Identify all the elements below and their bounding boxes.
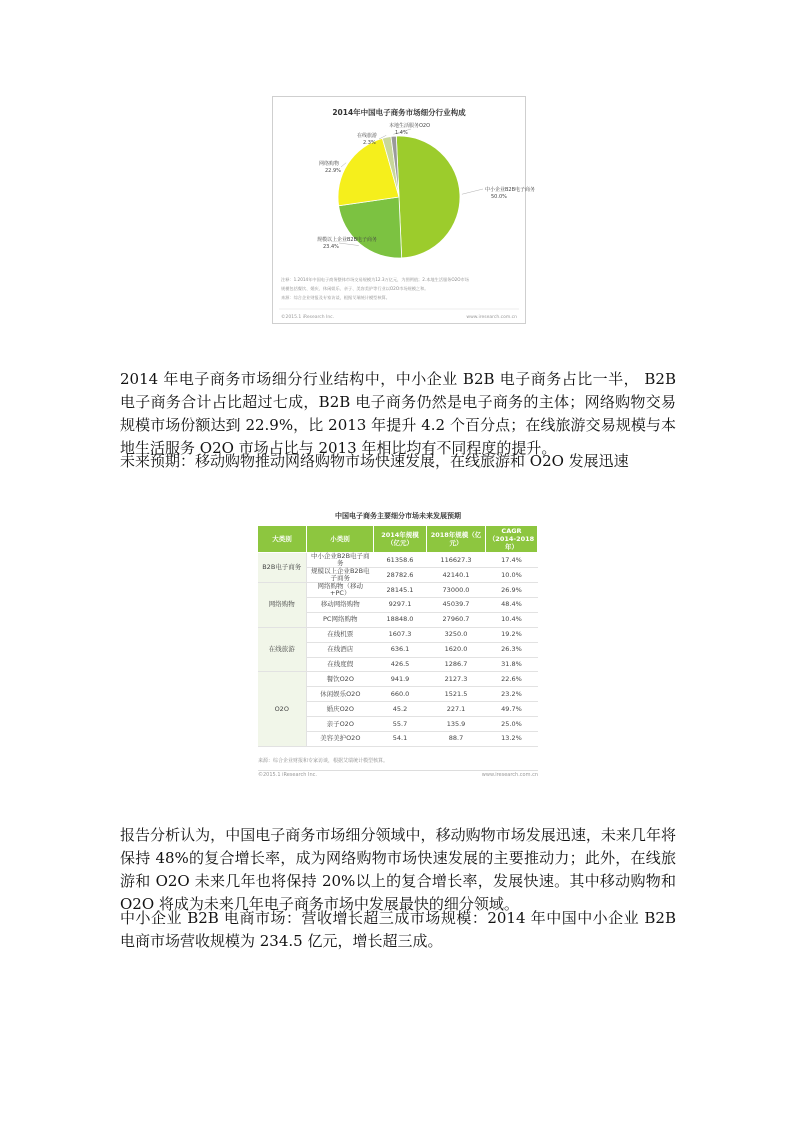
cagr-cell: 31.8% — [486, 657, 538, 672]
table-source: 来源：综合企业财报和专家访谈，根据艾瑞统计模型核算。 — [258, 758, 389, 764]
table-title: 中国电子商务主要细分市场未来发展预期 — [335, 512, 461, 520]
value-2018-cell: 1620.0 — [427, 642, 486, 657]
value-2014-cell: 636.1 — [374, 642, 427, 657]
category-cell: 网络购物 — [258, 583, 307, 628]
slice-value-label: 1.4% — [395, 130, 408, 136]
slice-label: 中小企业B2B电子商务 — [485, 187, 536, 193]
value-2018-cell: 73000.0 — [427, 583, 486, 598]
slice-value-label: 50.0% — [491, 194, 507, 200]
pie-slice — [396, 136, 460, 258]
paragraph-sme-b2b: 中小企业 B2B 电商市场：营收增长超三成市场规模：2014 年中国中小企业 B2B 电商市场营收规模为 234.5 亿元，增长超三成。 — [120, 909, 676, 950]
value-2014-cell: 45.2 — [374, 702, 427, 717]
footer-url: www.iresearch.com.cn — [466, 315, 517, 320]
value-2014-cell: 54.1 — [374, 732, 427, 747]
table-row — [258, 583, 538, 598]
slice-value-label: 22.9% — [325, 168, 341, 174]
pie-slice — [339, 197, 402, 258]
subcategory-cell: 美容美护O2O — [307, 732, 374, 747]
subcategory-cell: PC网络购物 — [307, 612, 374, 627]
pie-chart-figure — [272, 96, 536, 324]
value-2018-cell: 135.9 — [427, 717, 486, 732]
chart-title: 2014年中国电子商务市场细分行业构成 — [332, 108, 466, 117]
subcategory-cell: 在线机票 — [307, 627, 374, 642]
paragraph-market-structure: 2014 年电子商务市场细分行业结构中，中小企业 B2B 电子商务占比一半， B2B 电子商务合计占比超过七成，B2B 电子商务仍然是电子商务的主体；网络购物交易规模市场份额达到 22.9%，比 2013 年提升 4.2 个百分点；在线旅游交易规模与本地生活服务 O2O 市场占比与 2013 年相比均有不同程度的提升。 — [120, 370, 676, 457]
value-2018-cell: 1286.7 — [427, 657, 486, 672]
slice-value-label: 23.4% — [323, 244, 339, 250]
cagr-cell: 10.4% — [486, 612, 538, 627]
value-2018-cell: 1521.5 — [427, 687, 486, 702]
category-cell: B2B电子商务 — [258, 553, 307, 583]
value-2018-cell: 227.1 — [427, 702, 486, 717]
value-2014-cell: 660.0 — [374, 687, 427, 702]
slice-label: 本地生活服务O2O — [389, 123, 431, 129]
subcategory-cell: 餐饮O2O — [307, 672, 374, 687]
cagr-cell: 19.2% — [486, 627, 538, 642]
leader-line — [462, 189, 483, 194]
subcategory-cell: 婚庆O2O — [307, 702, 374, 717]
paragraph-analysis: 报告分析认为，中国电子商务市场细分领域中，移动购物市场发展迅速，未来几年将保持 48%的复合增长率，成为网络购物市场快速发展的主要推动力；此外，在线旅游和 O2O 未来几年也将保持 20%以上的复合增长率，发展快速。其中移动购物和 O2O 将成为未来几年电子商务市场中发展最快的细分领域。 — [120, 826, 676, 913]
table-header-row — [258, 526, 538, 553]
value-2018-cell: 2127.3 — [427, 672, 486, 687]
note-line: 规模包括餐饮、婚庆、休闲娱乐、亲子、美容美护等行业以O2O市场规模之和。 — [281, 286, 429, 291]
note-line: 来源：综合企业财报及专家访谈，根据艾瑞统计模型核算。 — [281, 295, 390, 300]
cagr-cell: 13.2% — [486, 732, 538, 747]
value-2014-cell: 9297.1 — [374, 598, 427, 613]
table-row — [258, 553, 538, 568]
cagr-cell: 22.6% — [486, 672, 538, 687]
footer-copyright: ©2015.1 iResearch Inc. — [281, 315, 335, 320]
value-2014-cell: 18848.0 — [374, 612, 427, 627]
leader-line — [341, 163, 346, 167]
paragraph-future-outlook: 未来预期：移动购物推动网络购物市场快速发展，在线旅游和 O2O 发展迅速 — [120, 452, 629, 470]
forecast-table-figure — [255, 508, 541, 782]
header-2018: 2018年规模（亿元） — [427, 526, 486, 553]
slice-label: 规模以上企业B2B电子商务 — [317, 237, 378, 243]
value-2014-cell: 941.9 — [374, 672, 427, 687]
table-row — [258, 672, 538, 687]
category-cell: 在线旅游 — [258, 627, 307, 672]
subcategory-cell: 在线度假 — [307, 657, 374, 672]
subcategory-cell: 中小企业B2B电子商务 — [307, 553, 374, 568]
pie-chart-svg — [273, 97, 536, 323]
value-2014-cell: 28782.6 — [374, 568, 427, 583]
header-subcategory: 小类别 — [307, 526, 374, 553]
value-2014-cell: 55.7 — [374, 717, 427, 732]
value-2014-cell: 1607.3 — [374, 627, 427, 642]
header-cagr: CAGR（2014-2018年） — [486, 526, 538, 553]
value-2014-cell: 28145.1 — [374, 583, 427, 598]
table-footer — [258, 770, 538, 778]
table-body — [258, 553, 538, 747]
category-cell: O2O — [258, 672, 307, 746]
slice-value-label: 2.3% — [363, 140, 376, 146]
cagr-cell: 17.4% — [486, 553, 538, 568]
subcategory-cell: 规模以上企业B2B电子商务 — [307, 568, 374, 583]
slice-label: 网络购物 — [319, 161, 340, 167]
subcategory-cell: 移动网络购物 — [307, 598, 374, 613]
value-2018-cell: 45039.7 — [427, 598, 486, 613]
footer-copyright: ©2015.1 iResearch Inc. — [258, 772, 317, 778]
subcategory-cell: 亲子O2O — [307, 717, 374, 732]
cagr-cell: 49.7% — [486, 702, 538, 717]
value-2018-cell: 88.7 — [427, 732, 486, 747]
cagr-cell: 23.2% — [486, 687, 538, 702]
slice-label: 在线旅游 — [357, 133, 378, 139]
value-2014-cell: 61358.6 — [374, 553, 427, 568]
value-2018-cell: 27960.7 — [427, 612, 486, 627]
subcategory-cell: 网络购物（移动+PC） — [307, 583, 374, 598]
subcategory-cell: 在线酒店 — [307, 642, 374, 657]
value-2018-cell: 3250.0 — [427, 627, 486, 642]
cagr-cell: 25.0% — [486, 717, 538, 732]
header-2014: 2014年规模（亿元） — [374, 526, 427, 553]
cagr-cell: 26.9% — [486, 583, 538, 598]
leader-line — [339, 243, 359, 246]
cagr-cell: 10.0% — [486, 568, 538, 583]
cagr-cell: 48.4% — [486, 598, 538, 613]
value-2018-cell: 116627.3 — [427, 553, 486, 568]
value-2014-cell: 426.5 — [374, 657, 427, 672]
header-category: 大类别 — [258, 526, 307, 553]
note-line: 注释：1.2014年中国电子商务整体市场交易规模为12.3万亿元，为图例值；2.本地生活服务O2O市场 — [281, 277, 469, 282]
subcategory-cell: 休闲娱乐O2O — [307, 687, 374, 702]
table-row — [258, 627, 538, 642]
value-2018-cell: 42140.1 — [427, 568, 486, 583]
footer-url: www.iresearch.com.cn — [481, 772, 538, 778]
cagr-cell: 26.3% — [486, 642, 538, 657]
chart-notes — [281, 276, 469, 301]
forecast-table — [257, 525, 538, 747]
